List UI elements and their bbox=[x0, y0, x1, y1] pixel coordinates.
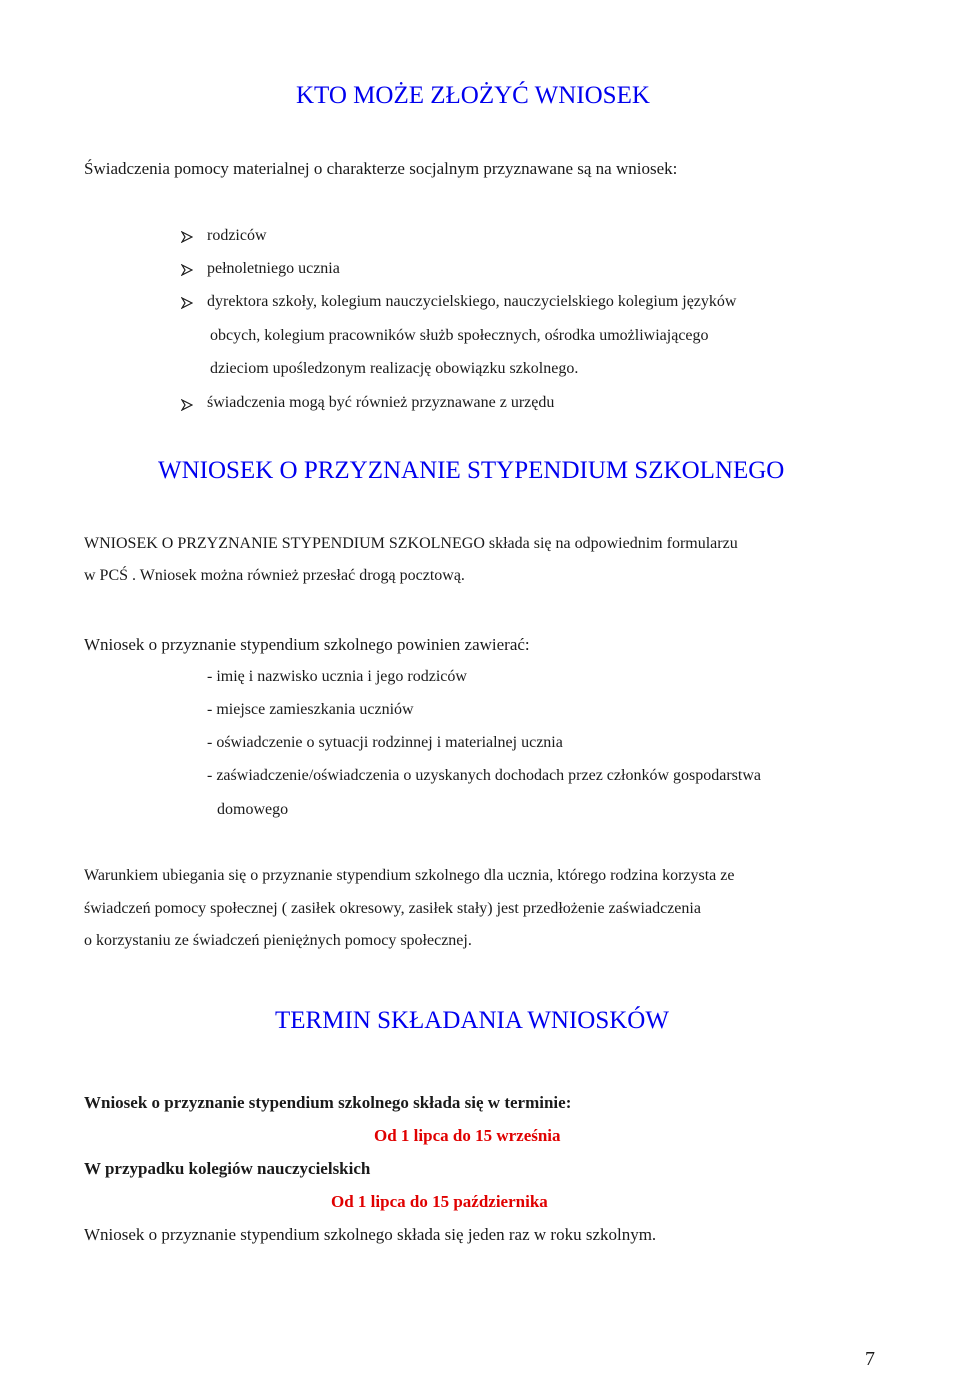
term-line: Wniosek o przyznanie stypendium szkolnego składa się w terminie: bbox=[84, 1093, 572, 1112]
arrow-bullet-icon bbox=[181, 399, 193, 411]
contents-item-continuation: domowego bbox=[217, 801, 289, 818]
paragraph-warunek: Warunkiem ubiegania się o przyznanie stypendium szkolnego dla ucznia, którego rodzina korzysta ze bbox=[84, 867, 735, 884]
heading-kto-moze: KTO MOŻE ZŁOŻYĆ WNIOSEK bbox=[296, 82, 650, 109]
arrow-bullet-icon bbox=[181, 264, 193, 276]
contents-item: - miejsce zamieszkania uczniów bbox=[207, 701, 414, 718]
paragraph-formularz: WNIOSEK O PRZYZNANIE STYPENDIUM SZKOLNEGO składa się na odpowiednim formularzu bbox=[84, 535, 738, 552]
term-line-kolegia: W przypadku kolegiów nauczycielskich bbox=[84, 1159, 371, 1178]
intro-text: Świadczenia pomocy materialnej o charakterze socjalnym przyznawane są na wniosek: bbox=[84, 159, 678, 178]
paragraph-warunek-line2: świadczeń pomocy społecznej ( zasiłek okresowy, zasiłek stały) jest przedłożenie zaświadczenia bbox=[84, 900, 701, 917]
contents-item: - oświadczenie o sytuacji rodzinnej i materialnej ucznia bbox=[207, 734, 563, 751]
term-note: Wniosek o przyznanie stypendium szkolnego składa się jeden raz w roku szkolnym. bbox=[84, 1225, 657, 1244]
term-date-kolegia: Od 1 lipca do 15 października bbox=[331, 1192, 548, 1211]
term-date: Od 1 lipca do 15 września bbox=[374, 1126, 561, 1145]
bullet-item: świadczenia mogą być również przyznawane z urzędu bbox=[207, 394, 555, 411]
bullet-item: dyrektora szkoły, kolegium nauczycielskiego, nauczycielskiego kolegium języków bbox=[207, 293, 737, 310]
bullet-item: pełnoletniego ucznia bbox=[207, 260, 340, 277]
arrow-bullet-icon bbox=[181, 297, 193, 309]
paragraph-warunek-line3: o korzystaniu ze świadczeń pieniężnych pomocy społecznej. bbox=[84, 932, 472, 949]
heading-wniosek: WNIOSEK O PRZYZNANIE STYPENDIUM SZKOLNEGO bbox=[158, 457, 785, 484]
heading-termin: TERMIN SKŁADANIA WNIOSKÓW bbox=[275, 1007, 669, 1034]
arrow-bullet-icon bbox=[181, 231, 193, 243]
bullet-item: rodziców bbox=[207, 227, 267, 244]
bullet-item-continuation: dzieciom upośledzonym realizację obowiązku szkolnego. bbox=[210, 360, 579, 377]
paragraph-formularz-line2: w PCŚ . Wniosek można również przesłać drogą pocztową. bbox=[84, 567, 465, 584]
contents-item: - zaświadczenie/oświadczenia o uzyskanych dochodach przez członków gospodarstwa bbox=[207, 767, 761, 784]
page-number: 7 bbox=[865, 1348, 875, 1370]
contents-intro: Wniosek o przyznanie stypendium szkolnego powinien zawierać: bbox=[84, 635, 530, 654]
contents-item: - imię i nazwisko ucznia i jego rodziców bbox=[207, 668, 467, 685]
bullet-item-continuation: obcych, kolegium pracowników służb społecznych, ośrodka umożliwiającego bbox=[210, 327, 709, 344]
